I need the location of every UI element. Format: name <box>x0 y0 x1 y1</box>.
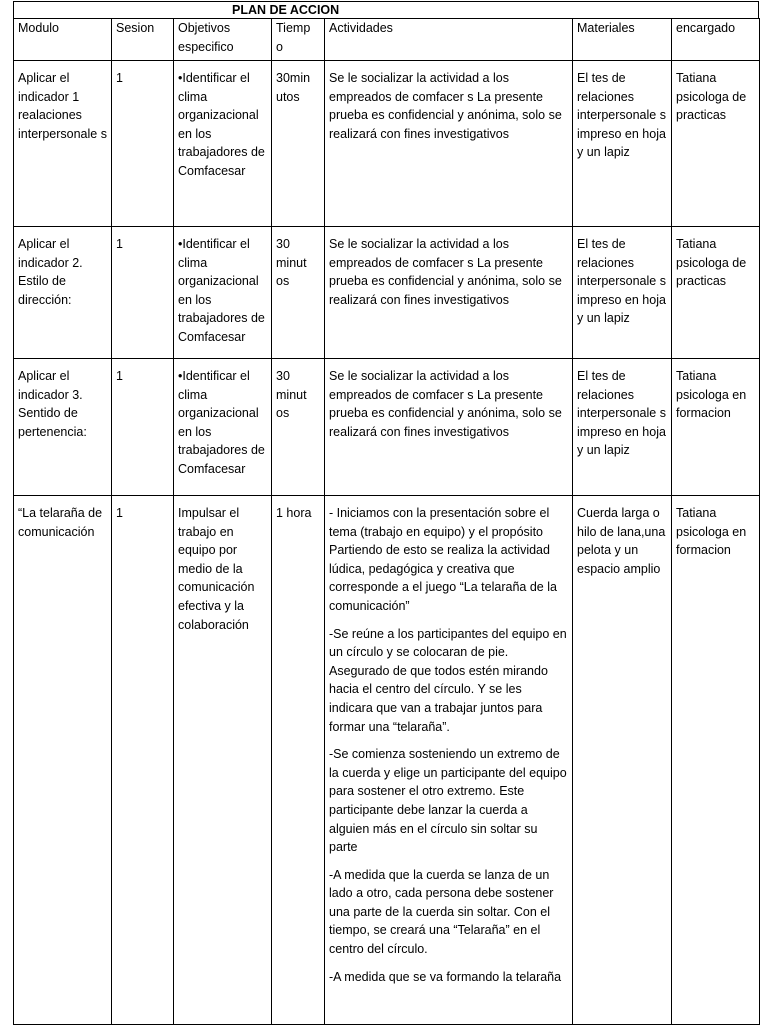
header-cell-modulo: Modulo <box>14 19 112 61</box>
cell-objetivo: •Identificar el clima organizacional en los trabajadores de Comfacesar <box>174 227 272 359</box>
cell-objetivo: •Identificar el clima organizacional en los trabajadores de Comfacesar <box>174 61 272 227</box>
table-row <box>14 227 760 359</box>
cell-materiales: Cuerda larga o hilo de lana,una pelota y un espacio amplio <box>573 496 672 1025</box>
cell-actividades <box>325 359 573 496</box>
cell-encargado: Tatiana psicologa en formacion <box>672 359 760 496</box>
cell-actividades <box>325 496 573 1025</box>
cell-encargado: Tatiana psicologa de practicas <box>672 61 760 227</box>
activity-paragraph: -A medida que se va formando la telaraña <box>329 969 562 984</box>
activity-paragraph: Se le socializar la actividad a los empreados de comfacer s La presente prueba es confidencial y anónima, solo se realizará con fines investigativos <box>329 71 562 141</box>
cell-encargado: Tatiana psicologa de practicas <box>672 227 760 359</box>
cell-sesion: 1 <box>112 496 174 1025</box>
cell-encargado: Tatiana psicologa en formacion <box>672 496 760 1025</box>
header-cell-actividades: Actividades <box>325 19 573 61</box>
cell-modulo: Aplicar el indicador 1 realaciones interpersonale s <box>14 61 112 227</box>
cell-sesion: 1 <box>112 359 174 496</box>
header-row <box>14 19 760 61</box>
page-title: PLAN DE ACCION <box>232 3 340 17</box>
header-cell-encargado: encargado <box>672 19 760 61</box>
cell-modulo: Aplicar el indicador 2. Estilo de dirección: <box>14 227 112 359</box>
cell-tiempo: 30 minut os <box>272 227 325 359</box>
title-row <box>13 1 759 18</box>
cell-modulo: “La telaraña de comunicación <box>14 496 112 1025</box>
cell-materiales: El tes de relaciones interpersonale s impreso en hoja y un lapiz <box>573 61 672 227</box>
header-cell-sesion: Sesion <box>112 19 174 61</box>
header-cell-objetivos: Objetivos especifico <box>174 19 272 61</box>
cell-modulo: Aplicar el indicador 3. Sentido de pertenencia: <box>14 359 112 496</box>
activity-paragraph: Se le socializar la actividad a los empreados de comfacer s La presente prueba es confidencial y anónima, solo se realizará con fines investigativos <box>329 369 562 439</box>
header-cell-tiempo: Tiemp o <box>272 19 325 61</box>
cell-tiempo: 30min utos <box>272 61 325 227</box>
table-row <box>14 359 760 496</box>
cell-sesion: 1 <box>112 61 174 227</box>
table-row <box>14 61 760 227</box>
cell-materiales: El tes de relaciones interpersonale s impreso en hoja y un lapiz <box>573 359 672 496</box>
cell-sesion: 1 <box>112 227 174 359</box>
cell-objetivo: Impulsar el trabajo en equipo por medio de la comunicación efectiva y la colaboración <box>174 496 272 1025</box>
cell-materiales: El tes de relaciones interpersonale s impreso en hoja y un lapiz <box>573 227 672 359</box>
cell-tiempo: 30 minut os <box>272 359 325 496</box>
activity-paragraph: -A medida que la cuerda se lanza de un lado a otro, cada persona debe sostener una parte de la cuerda sin soltar. Con el tiempo, se creará una “Telaraña” en el centro del círculo. <box>329 867 554 957</box>
activity-paragraph: -Se comienza sosteniendo un extremo de la cuerda y elige un participante del equipo para sostener el otro extremo. Este participante debe lanzar la cuerda a alguien más en el círculo sin soltar su parte <box>329 747 567 855</box>
cell-actividades <box>325 61 573 227</box>
cell-tiempo: 1 hora <box>272 496 325 1025</box>
activity-paragraph: Se le socializar la actividad a los empreados de comfacer s La presente prueba es confidencial y anónima, solo se realizará con fines investigativos <box>329 237 562 307</box>
cell-objetivo: •Identificar el clima organizacional en los trabajadores de Comfacesar <box>174 359 272 496</box>
cell-actividades <box>325 227 573 359</box>
table-row <box>14 496 760 1025</box>
header-cell-materiales: Materiales <box>573 19 672 61</box>
activity-paragraph: -Se reúne a los participantes del equipo en un círculo y se colocaran de pie. Asegurado de que todos estén mirando hacia el centro del círculo. Y se les indicara que van a trabajar juntos para formar una “telaraña”. <box>329 626 567 734</box>
activity-paragraph: - Iniciamos con la presentación sobre el tema (trabajo en equipo) y el propósito Partiendo de esto se realiza la actividad lúdica, pedagógica y creativa que corresponde a el juego “La telaraña de la comunicación” <box>329 506 557 613</box>
action-plan-table <box>13 18 760 1025</box>
